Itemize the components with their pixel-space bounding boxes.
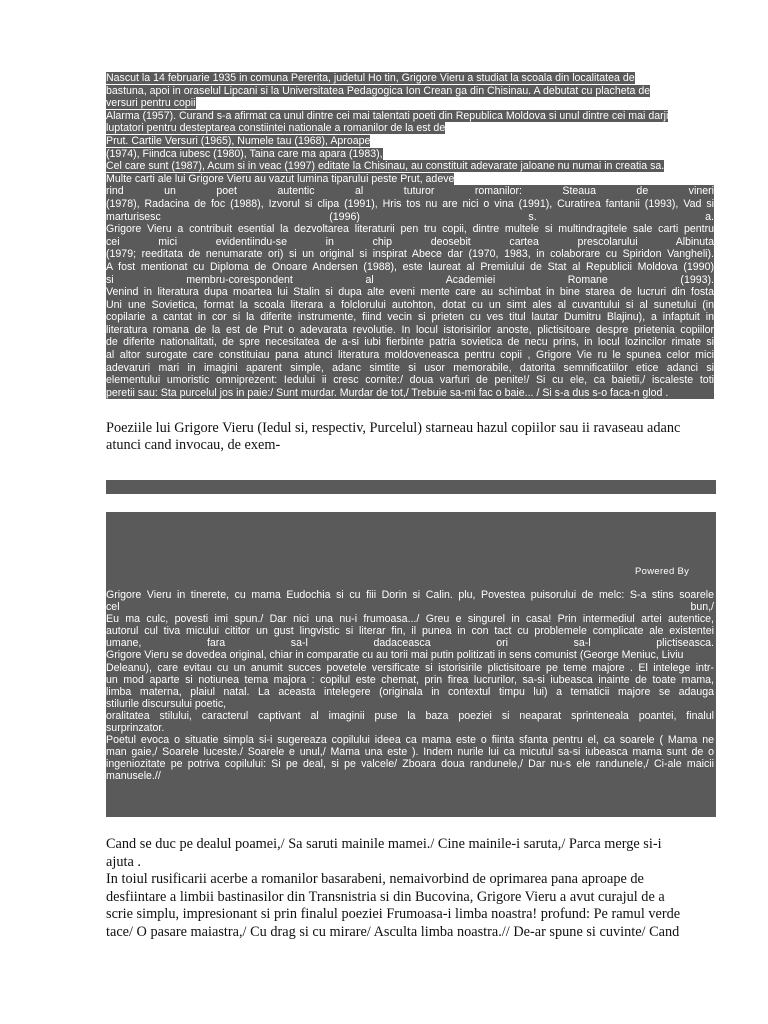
text-line: Uni une Sovietica, format la scoala literara a folclorului autohton, dotat cu un simt ales al cuvantului si al sunetului (in: [106, 298, 714, 311]
text-line: limba materna, plaiul natal. La aceasta intelegere (originala in contextul timpu lui) a tematicii majore se adauga: [106, 685, 714, 698]
text-line: de diferite nationalitati, de spre necesitatea de a-si iubi fierbinte patria sovietica de necu prins, in locul lozincilor rimate si: [106, 336, 714, 349]
text-line: cel bun,/: [106, 601, 714, 614]
text-line: al altor surogate care constituiau pana atunci literatura moldoveneasca pentru copii , Grigore Vie ru le spunea celor mici: [106, 349, 714, 362]
text-line: rind un poet autentic al tuturor romanilor: Steaua de vineri: [106, 185, 714, 198]
text-line: marturisesc (1996) s. a.: [106, 210, 714, 223]
text-line: Nascut la 14 februarie 1935 in comuna Pererita, judetul Ho tin, Grigore Vieru a studiat la scoala din localitatea de: [106, 72, 635, 84]
text-line: Poetul evoca o situatie simpla si-i sugereaza copilului ideea ca mama este o fiinta sfanta pentru el, ca soarele ( Mama ne: [106, 734, 714, 747]
text-line: A fost mentionat cu Diploma de Onoare Andersen (1988), este laureat al Premiului de Stat al Republicii Moldova (1990): [106, 260, 714, 273]
text-line: copilarie a cantat in cor si la diferite instrumente, fiind vecin si prieten cu ves titul lautar Dumitru Blajinu), a infaptuit in: [106, 311, 714, 324]
text-line: si membru-corespondent al Academiei Romane (1993).: [106, 273, 714, 286]
text-line: Venind in literatura dupa moartea lui Stalin si dupa alte eveni mente care au schimbat in bine starea de lucruri din fosta: [106, 286, 714, 299]
text-line: tace/ O pasare maiastra,/ Cu drag si cu mirare/ Asculta limba noastra.// De-ar spune si cuvinte/ Cand: [106, 923, 680, 940]
text-line: literatura romana de la est de Prut o adevarata revolutie. In locul istorisirilor anoste, plictisitoare despre prietenia copiilor: [106, 323, 714, 336]
caption-text: [106, 589, 714, 783]
text-line: stilurile discursului poetic,: [106, 697, 227, 710]
text-line: autorul cul tiva micului cititor un gust lingvistic si literar fin, il punea in con tact cu problemele complicate ale existentei: [106, 625, 714, 638]
text-line: desfiintare a limbii bastinasilor din Transnistria si din Bucovina, Grigore Vieru a avut curajul de a: [106, 888, 665, 905]
text-line: Cel care sunt (1987), Acum si in veac (1997) editate la Chisinau, au constituit adevarate jaloane nu numai in creatia sa.: [106, 160, 665, 173]
highlighted-text-block: [106, 72, 714, 399]
text-line: man gaie,/ Soarele luceste./ Soarele e unul,/ Mama una este ). Indem nurile lui ca micutul sa-si iubeasca mama sunt de o: [106, 746, 714, 759]
text-line: Prut. Cartile Versuri (1965), Numele tau (1968), Aproape: [106, 134, 371, 147]
paragraph: [106, 836, 716, 941]
text-line: (1978), Radacina de foc (1988), Izvorul si clipa (1991), Hris tos nu are nici o vina (1991), Curatirea fantanii (1993), Vad si: [106, 197, 714, 210]
text-line: Grigore Vieru se dovedea original, chiar in comparatie cu au torii mai putin politizati in sens comunist (George Meniuc, Liviu: [106, 649, 684, 662]
text-line: elementului umoristic omniprezent: Iedului ii cresc cornite:/ doua varfuri de penite!/ Si cu ele, ca baietii,/ iscaleste toti: [106, 374, 714, 387]
text-line: manusele.//: [106, 770, 161, 783]
text-line: cei mici evidentiindu-se in chip deosebit cartea prescolarului Albinuta: [106, 235, 714, 248]
text-line: scrie simplu, impresionant si prin finalul poeziei Frumoasa-i limba noastra! profund: Pe ramul verde: [106, 906, 681, 922]
text-line: (1979; reeditata de nenumarate ori) si un original si inspirat Abece dar (1970, 1983, in colaborare cu Spiridon Vangheli).: [106, 248, 714, 261]
text-line: peretii sau: Sta purcelul jos in paie:/ Sunt murdar. Murdar de tot,/ Trebuie sa-mi fac o baie... / Si s-a dus s-o faca-n glod .: [106, 387, 714, 400]
text-line: ingeniozitate pe potriva copilului: Si pe deal, si pe valcele/ Zboara doua randunele,/ Dar nu-s ele randunele,/ Ci-ale maicii: [106, 758, 714, 771]
text-line: oralitatea stilului, caracterul captivant al imaginii puse la baza poeziei si neaparat sprinteneala poantei, finalul: [106, 709, 714, 722]
text-line: Alarma (1957). Curand s-a afirmat ca unul dintre cei mai talentati poeti din Republica Moldova si unul dintre cei mai darji: [106, 109, 669, 122]
text-line: Grigore Vieru in tinerete, cu mama Eudochia si cu fiii Dorin si Calin. plu, Povestea puisorului de melc: S-a stins soarele: [106, 589, 714, 601]
text-line: adevaruri mari in imagini aparent simple, adanc simtite si usor memorabile, datorita semnificatiilor etice adanci si: [106, 361, 714, 374]
text-line: luptatori pentru desteptarea constiintei nationale a romanilor de la est de: [106, 122, 446, 135]
text-line: ajuta .: [106, 853, 141, 870]
powered-by-label: Powered By: [635, 566, 690, 577]
text-line: In toiul rusificarii acerbe a romanilor basarabeni, nemaivorbind de oprimarea pana aproape de: [106, 871, 644, 887]
text-line: un mod aparte si notiunea tema majora : copilul este chemat, prin firea lucrurilor, sa-si iubeasca inainte de toate mama,: [106, 673, 714, 686]
paragraph: Poeziile lui Grigore Vieru (Iedul si, respectiv, Purcelul) starneau hazul copiilor sau ii ravaseau adanc atunci cand invocau, de exem-: [106, 420, 681, 453]
text-line: Grigore Vieru a contribuit esential la dezvoltarea literaturii pen tru copii, dintre multele si multindragitele sale carti pentru: [106, 223, 714, 236]
text-line: Deleanu), care evitau cu un anumit succes povetele versificate si istorisirile plictisitoare pe teme majore . El intelege intr-: [106, 661, 714, 674]
text-line: umane, fara sa-l dadaceasca ori sa-l plictiseasca.: [106, 637, 714, 650]
text-line: Multe carti ale lui Grigore Vieru au vazut lumina tiparului peste Prut, adeve: [106, 172, 455, 185]
gray-bar: [106, 480, 716, 494]
text-line: (1974), Fiindca iubesc (1980), Taina care ma apara (1983),: [106, 147, 383, 160]
text-line: versuri pentru copii: [106, 97, 196, 110]
image-caption-block: [106, 512, 716, 817]
text-line: Cand se duc pe dealul poamei,/ Sa saruti mainile mamei./ Cine mainile-i saruta,/ Parca merge si-i: [106, 836, 662, 852]
text-line: surprinzator.: [106, 722, 165, 735]
text-line: bastuna, apoi in oraselul Lipcani si la Universitatea Pedagogica Ion Crean ga din Chisinau. A debutat cu placheta de: [106, 84, 651, 97]
text-line: Eu ma culc, povesti imi spun./ Dar nici una nu-i frumoasa.../ Greu e singurel in casa! Prin intermediul artei autentice,: [106, 613, 714, 626]
